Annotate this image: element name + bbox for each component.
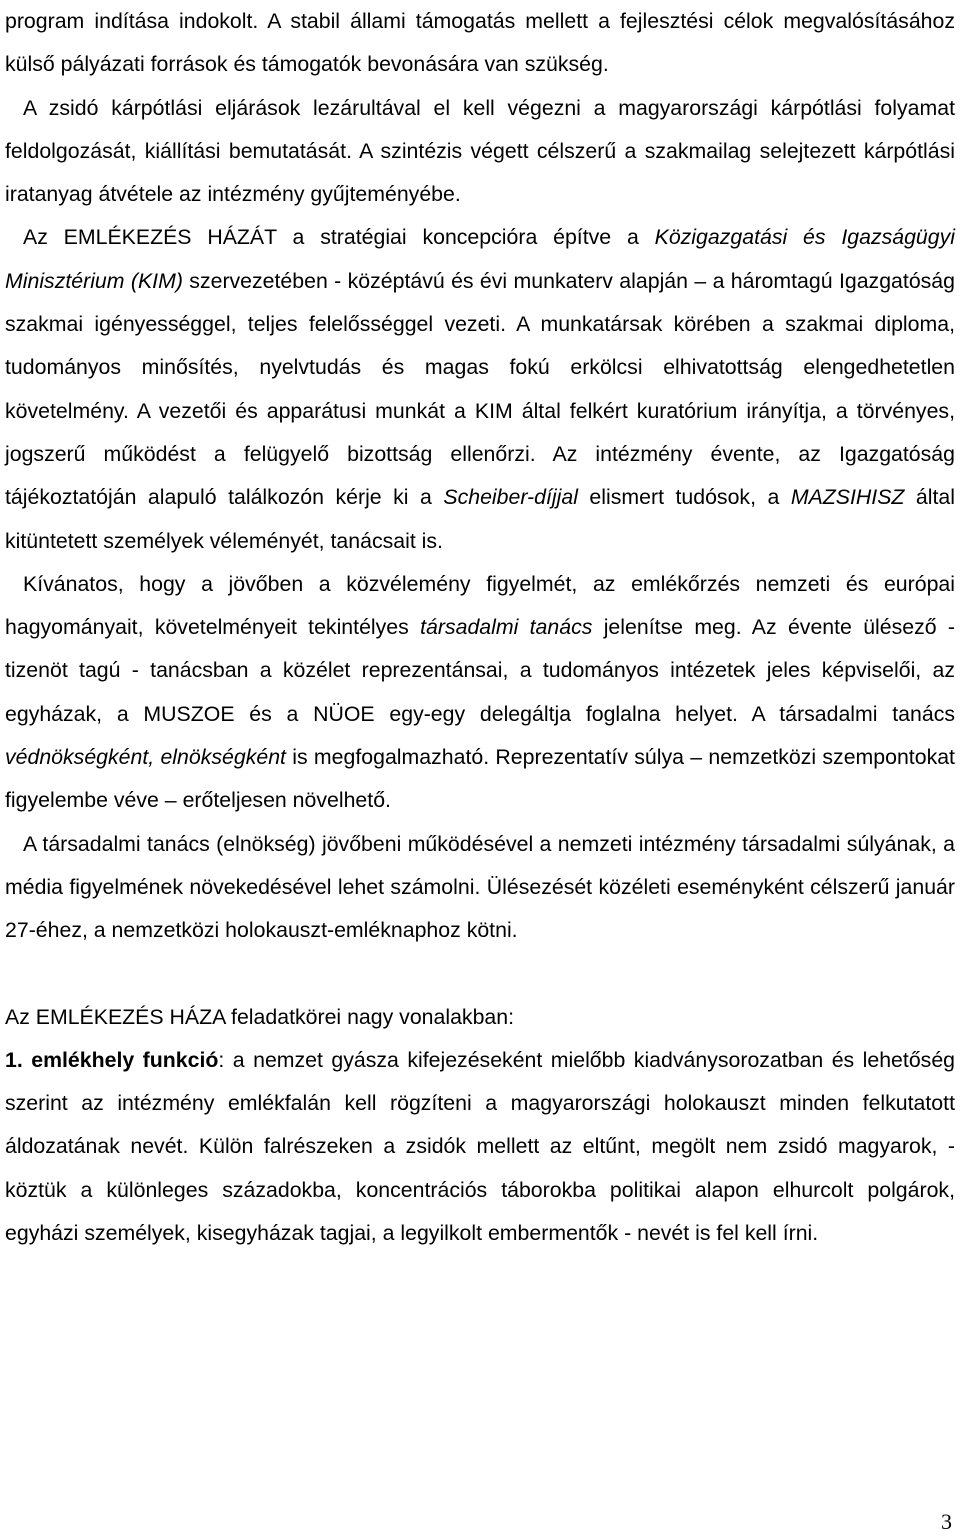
text-run: Kívánatos, hogy a jövőben a közvélemény figyelmét, az emlékőrzés nemzeti és európai hagyományait, követelményeit tekintélyes bbox=[5, 571, 955, 640]
text-run: is megfogalmazható. Reprezentatív súlya – nemzetközi szempontokat figyelembe véve – erőteljesen növelhető. bbox=[5, 745, 955, 813]
paragraph-program: program indítása indokolt. A stabil állami támogatás mellett a fejlesztési célok megvalósításához külső pályázati források és támogatók bevonására van szükség. bbox=[5, 9, 955, 77]
text-run: szervezetében - középtávú és évi munkaterv alapján – a háromtagú Igazgatóság szakmai igényességgel, teljes felelősséggel vezeti. A munkatársak körében a szakmai diploma, tudományos minősítés, nyelvtudás és magas fokú erkölcsi elhivatottság elengedhetetlen követelmény. A vezetői és apparátusi munkát a KIM által felkért kuratórium irányítja, a törvényes, jogszerű működést a felügyelő bizottság ellenőrzi. Az intézmény évente, az Igazgatóság tájékoztatóján alapuló találkozón kérje ki a bbox=[5, 268, 955, 510]
italic-scheiber: Scheiber-díjjal bbox=[443, 485, 578, 510]
bold-item-label: 1. emlékhely funkció bbox=[5, 1047, 219, 1072]
text-run: jelenítse meg. Az évente ülésező - tizenöt tagú - tanácsban a közélet reprezentánsai, a tudományos intézetek jeles képviselői, az egyházak, a MUSZOE és a NÜOE egy-egy delegáltja foglalna helyet. A társadalmi tanács bbox=[5, 615, 955, 726]
document-page bbox=[5, 0, 955, 1255]
page-number: 3 bbox=[941, 1509, 952, 1534]
section-heading: Az EMLÉKEZÉS HÁZA feladatkörei nagy vonalakban: bbox=[5, 1004, 515, 1029]
paragraph-council-future: A társadalmi tanács (elnökség) jövőbeni működésével a nemzeti intézmény társadalmi súlyának, a média figyelmének növekedésével lehet számolni. Ülésezését közéleti eseményként célszerű január 27-éhez, a nemzetközi holokauszt-emléknaphoz kötni. bbox=[5, 831, 955, 943]
italic-mazsihisz: MAZSIHISZ bbox=[790, 485, 905, 510]
text-run: Az EMLÉKEZÉS HÁZÁT a stratégiai koncepcióra építve a bbox=[23, 225, 655, 250]
paragraph-compensation: A zsidó kárpótlási eljárások lezárultával el kell végezni a magyarországi kárpótlási folyamat feldolgozását, kiállítási bemutatását. A szintézis végett célszerű a szakmailag selejtezett kárpótlási iratanyag átvétele az intézmény gyűjteményébe. bbox=[5, 95, 955, 207]
italic-ministry: Közigazgatási és Igazságügyi Minisztérium (KIM) bbox=[5, 225, 955, 293]
italic-social-council: társadalmi tanács bbox=[420, 615, 593, 640]
text-run: által kitüntetett személyek véleményét, tanácsait is. bbox=[5, 485, 955, 553]
text-run: elismert tudósok, a bbox=[577, 485, 791, 510]
paragraph-social-council bbox=[5, 563, 955, 823]
paragraph-memorial-function bbox=[5, 1039, 955, 1255]
paragraph-governance bbox=[5, 216, 955, 562]
spacer bbox=[5, 953, 955, 996]
italic-patronage: védnökségként, elnökségként bbox=[5, 745, 286, 770]
text-run: : a nemzet gyásza kifejezéseként mielőbb kiadványsorozatban és lehetőség szerint az intézmény emlékfalán kell rögzíteni a magyarországi holokauszt minden felkutatott áldozatának nevét. Külön falrészeken a zsidók mellett az eltűnt, megölt nem zsidó magyarok, - köztük a különleges századokba, koncentrációs táborokba politikai alapon elhurcolt polgárok, egyházi személyek, kisegyházak tagjai, a legyilkolt embermentők - nevét is fel kell írni. bbox=[5, 1047, 956, 1246]
